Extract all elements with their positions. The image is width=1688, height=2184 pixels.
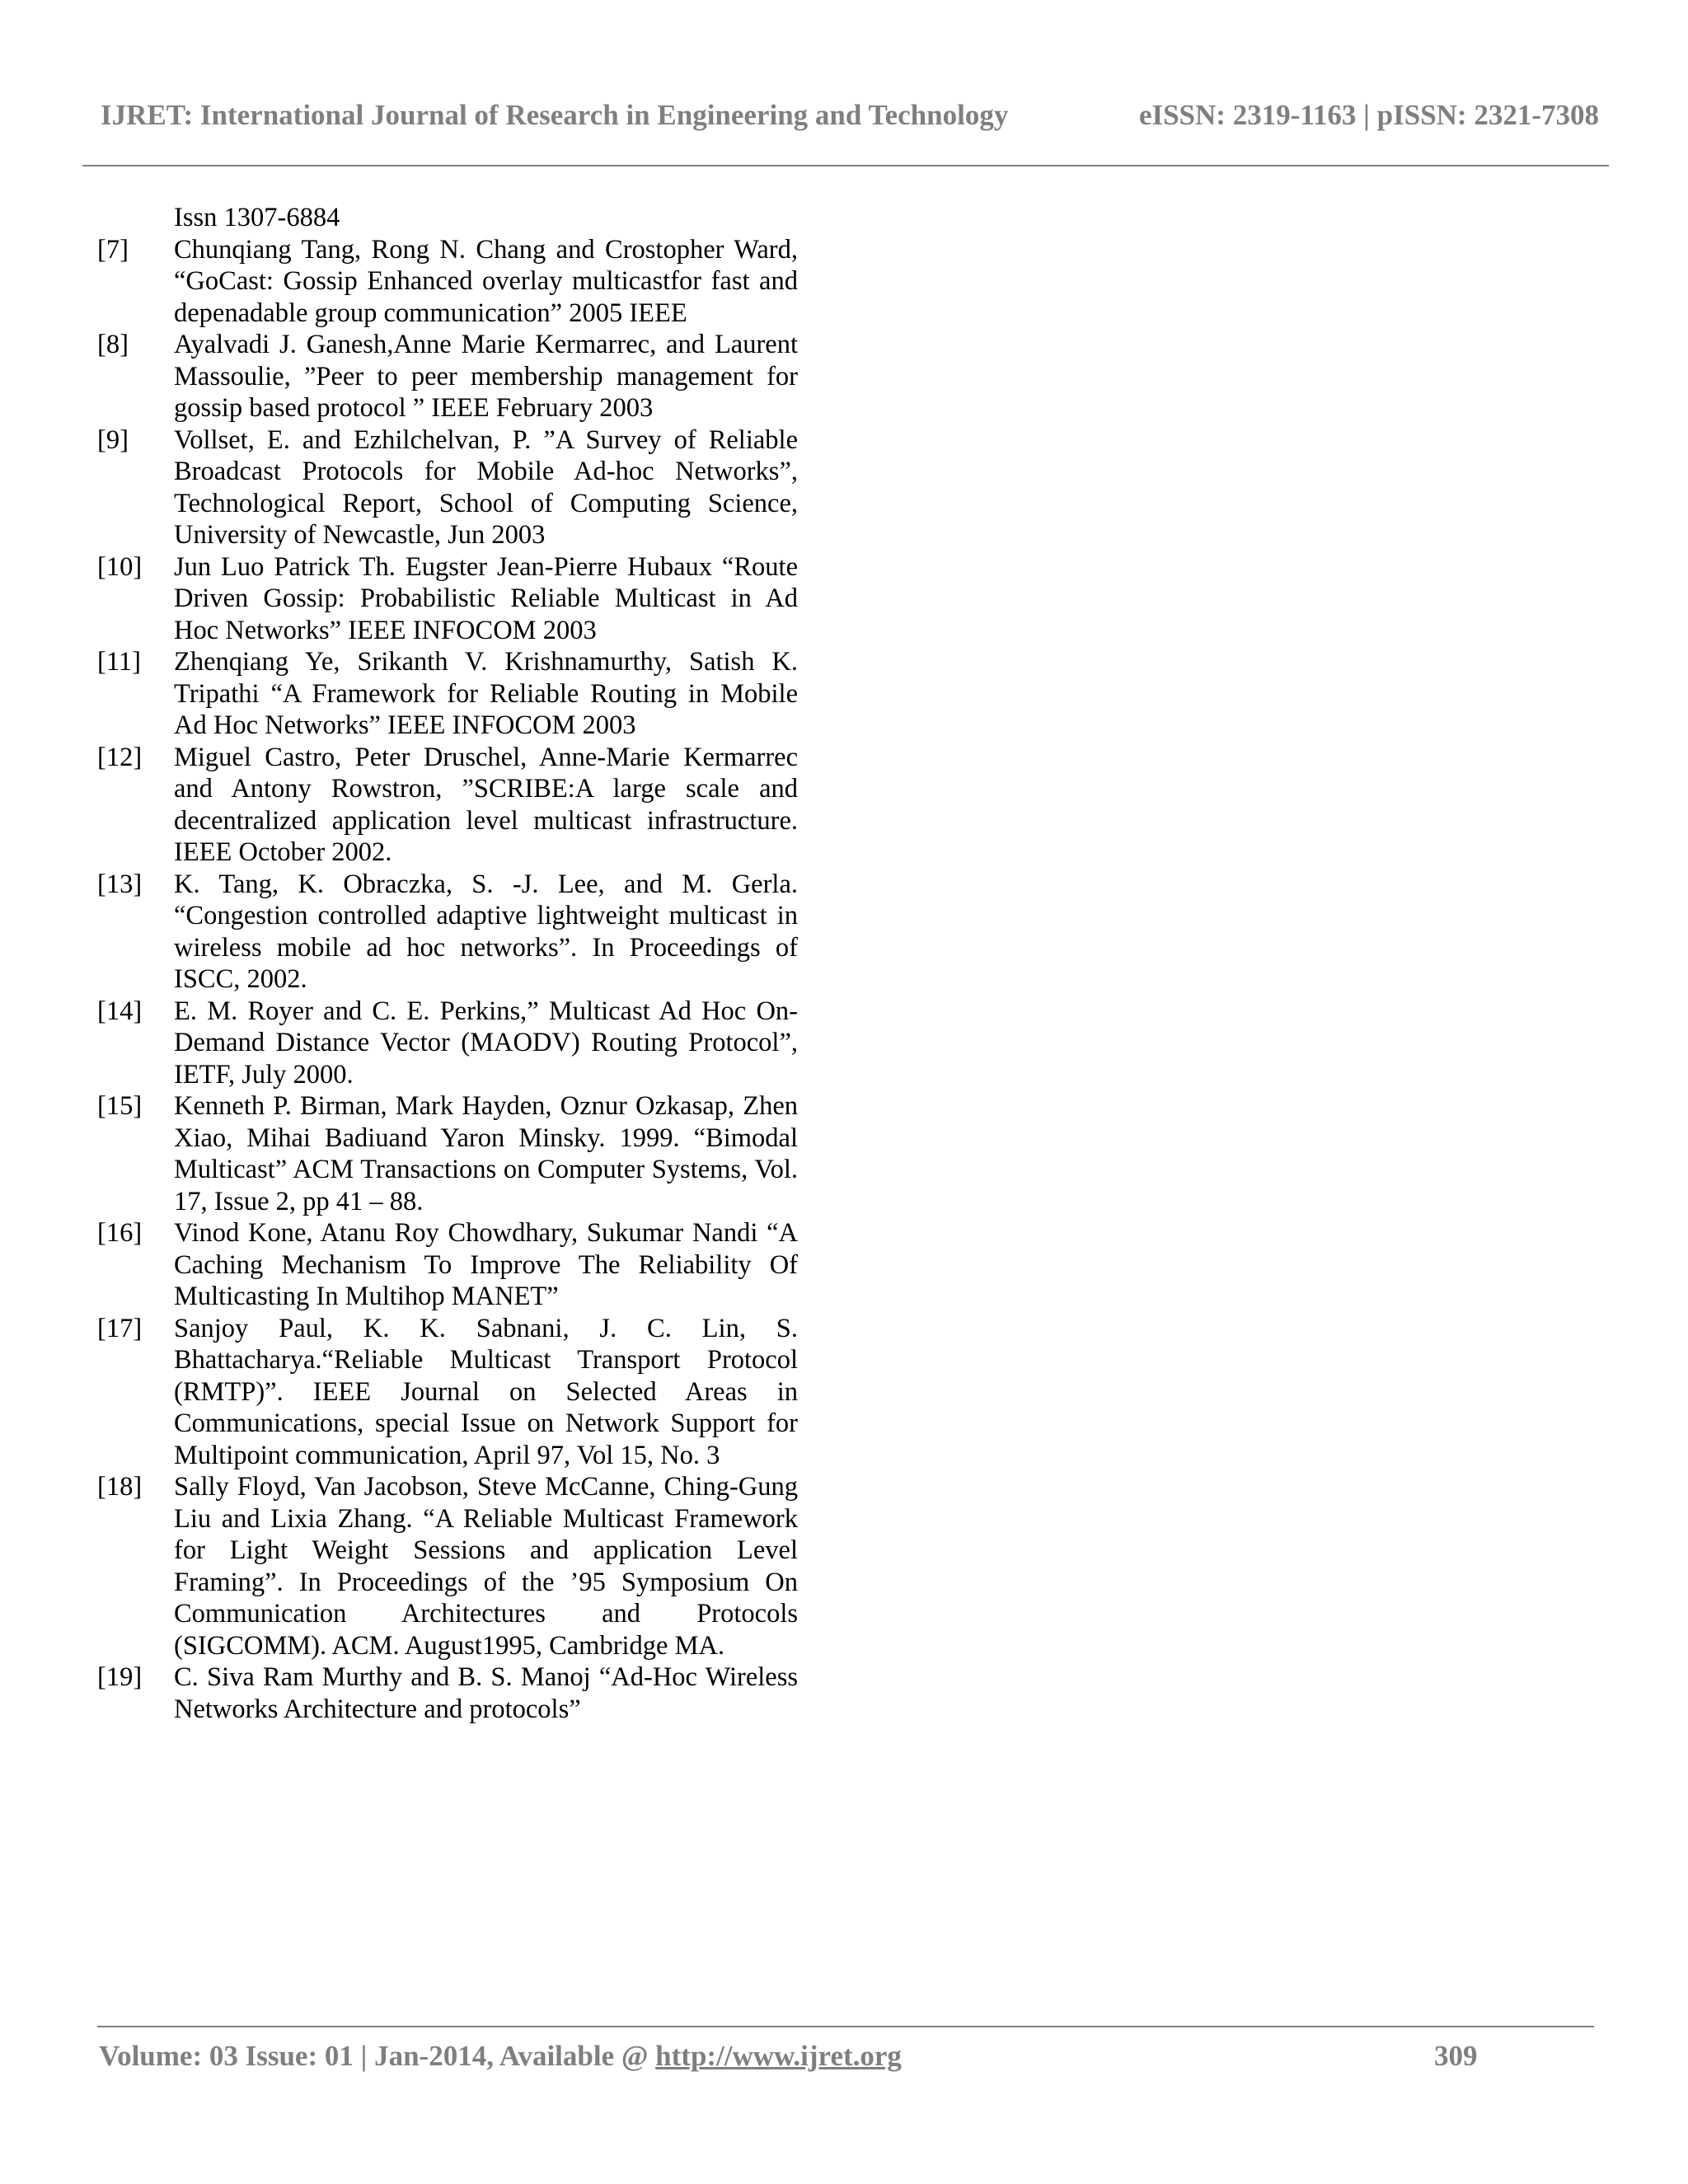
- reference-number: [18]: [97, 1472, 143, 1502]
- journal-url-link[interactable]: http://www.ijret.org: [655, 2040, 902, 2072]
- reference-item-10: [97, 551, 798, 647]
- reference-text: Sanjoy Paul, K. K. Sabnani, J. C. Lin, S. Bhattacharya.“Reliable Multicast Transport Protocol (RMTP)”. IEEE Journal on Selected Areas in Communications, special Issue on Network Support for Multipoint communication, April 97, Vol 15, No. 3: [174, 1313, 798, 1470]
- reference-number: [16]: [97, 1218, 143, 1248]
- reference-text: Chunqiang Tang, Rong N. Chang and Crostopher Ward, “GoCast: Gossip Enhanced overlay multicastfor fast and depenadable group communication” 2005 IEEE: [174, 234, 798, 328]
- reference-text: E. M. Royer and C. E. Perkins,” Multicast Ad Hoc On-Demand Distance Vector (MAODV) Routing Protocol”, IETF, July 2000.: [174, 996, 798, 1090]
- reference-text: Ayalvadi J. Ganesh,Anne Marie Kermarrec, and Laurent Massoulie, ”Peer to peer membership management for gossip based protocol ” IEEE February 2003: [174, 330, 798, 423]
- footer-divider: [97, 2026, 1594, 2027]
- reference-item-14: [97, 996, 798, 1091]
- page-footer: [99, 2040, 1607, 2073]
- page-number: 309: [1434, 2040, 1478, 2072]
- volume-info: Volume: 03 Issue: 01 | Jan-2014, Available @: [99, 2040, 656, 2072]
- journal-title: IJRET: International Journal of Research in Engineering and Technology: [101, 99, 1009, 131]
- reference-text: Kenneth P. Birman, Mark Hayden, Oznur Ozkasap, Zhen Xiao, Mihai Badiuand Yaron Minsky. 1999. “Bimodal Multicast” ACM Transactions on Computer Systems, Vol. 17, Issue 2, pp 41 – 88.: [174, 1091, 798, 1216]
- reference-item-17: [97, 1313, 798, 1472]
- reference-text: C. Siva Ram Murthy and B. S. Manoj “Ad-Hoc Wireless Networks Architecture and protocols”: [174, 1662, 798, 1724]
- reference-number: [15]: [97, 1091, 143, 1121]
- reference-item-8: [97, 329, 798, 424]
- reference-text: Zhenqiang Ye, Srikanth V. Krishnamurthy, Satish K. Tripathi “A Framework for Reliable Routing in Mobile Ad Hoc Networks” IEEE INFOCOM 2003: [174, 647, 798, 740]
- reference-number: [8]: [97, 330, 129, 359]
- reference-item-16: [97, 1217, 798, 1313]
- reference-text: Miguel Castro, Peter Druschel, Anne-Marie Kermarrec and Antony Rowstron, ”SCRIBE:A large scale and decentralized application level multicast infrastructure. IEEE October 2002.: [174, 742, 798, 867]
- reference-item-7: [97, 234, 798, 330]
- reference-item-9: [97, 424, 798, 551]
- reference-item-11: [97, 646, 798, 742]
- reference-text: K. Tang, K. Obraczka, S. -J. Lee, and M. Gerla. “Congestion controlled adaptive lightweight multicast in wireless mobile ad hoc networks”. In Proceedings of ISCC, 2002.: [174, 869, 798, 994]
- reference-number: [11]: [97, 647, 141, 677]
- reference-item-13: [97, 869, 798, 996]
- reference-item-12: [97, 742, 798, 869]
- reference-number: [9]: [97, 424, 129, 455]
- reference-text: Jun Luo Patrick Th. Eugster Jean-Pierre Hubaux “Route Driven Gossip: Probabilistic Reliable Multicast in Ad Hoc Networks” IEEE INFOCOM 2003: [174, 551, 798, 645]
- reference-number: [13]: [97, 869, 143, 899]
- header-divider: [82, 165, 1609, 166]
- reference-item-15: [97, 1090, 798, 1217]
- reference-list: [97, 202, 798, 1725]
- reference-number: [14]: [97, 996, 143, 1026]
- issn-label: eISSN: 2319-1163 | pISSN: 2321-7308: [1138, 99, 1599, 131]
- reference-number: [10]: [97, 551, 143, 582]
- reference-number: [7]: [97, 234, 129, 265]
- reference-continuation: Issn 1307-6884: [174, 203, 340, 232]
- reference-number: [12]: [97, 742, 143, 772]
- reference-number: [17]: [97, 1313, 143, 1343]
- reference-text: Vollset, E. and Ezhilchelvan, P. ”A Survey of Reliable Broadcast Protocols for Mobile Ad-hoc Networks”, Technological Report, School of Computing Science, University of Newcastle, Jun 2003: [174, 424, 798, 550]
- reference-number: [19]: [97, 1662, 143, 1692]
- reference-item-18: [97, 1471, 798, 1661]
- reference-text: Vinod Kone, Atanu Roy Chowdhary, Sukumar Nandi “A Caching Mechanism To Improve The Reliability Of Multicasting In Multihop MANET”: [174, 1218, 798, 1311]
- reference-text: Sally Floyd, Van Jacobson, Steve McCanne, Ching-Gung Liu and Lixia Zhang. “A Reliable Multicast Framework for Light Weight Sessions and application Level Framing”. In Proceedings of the ’95 Symposium On Communication Architectures and Protocols (SIGCOMM). ACM. August1995, Cambridge MA.: [174, 1472, 798, 1661]
- reference-item-19: [97, 1661, 798, 1725]
- page-header: [82, 91, 1599, 140]
